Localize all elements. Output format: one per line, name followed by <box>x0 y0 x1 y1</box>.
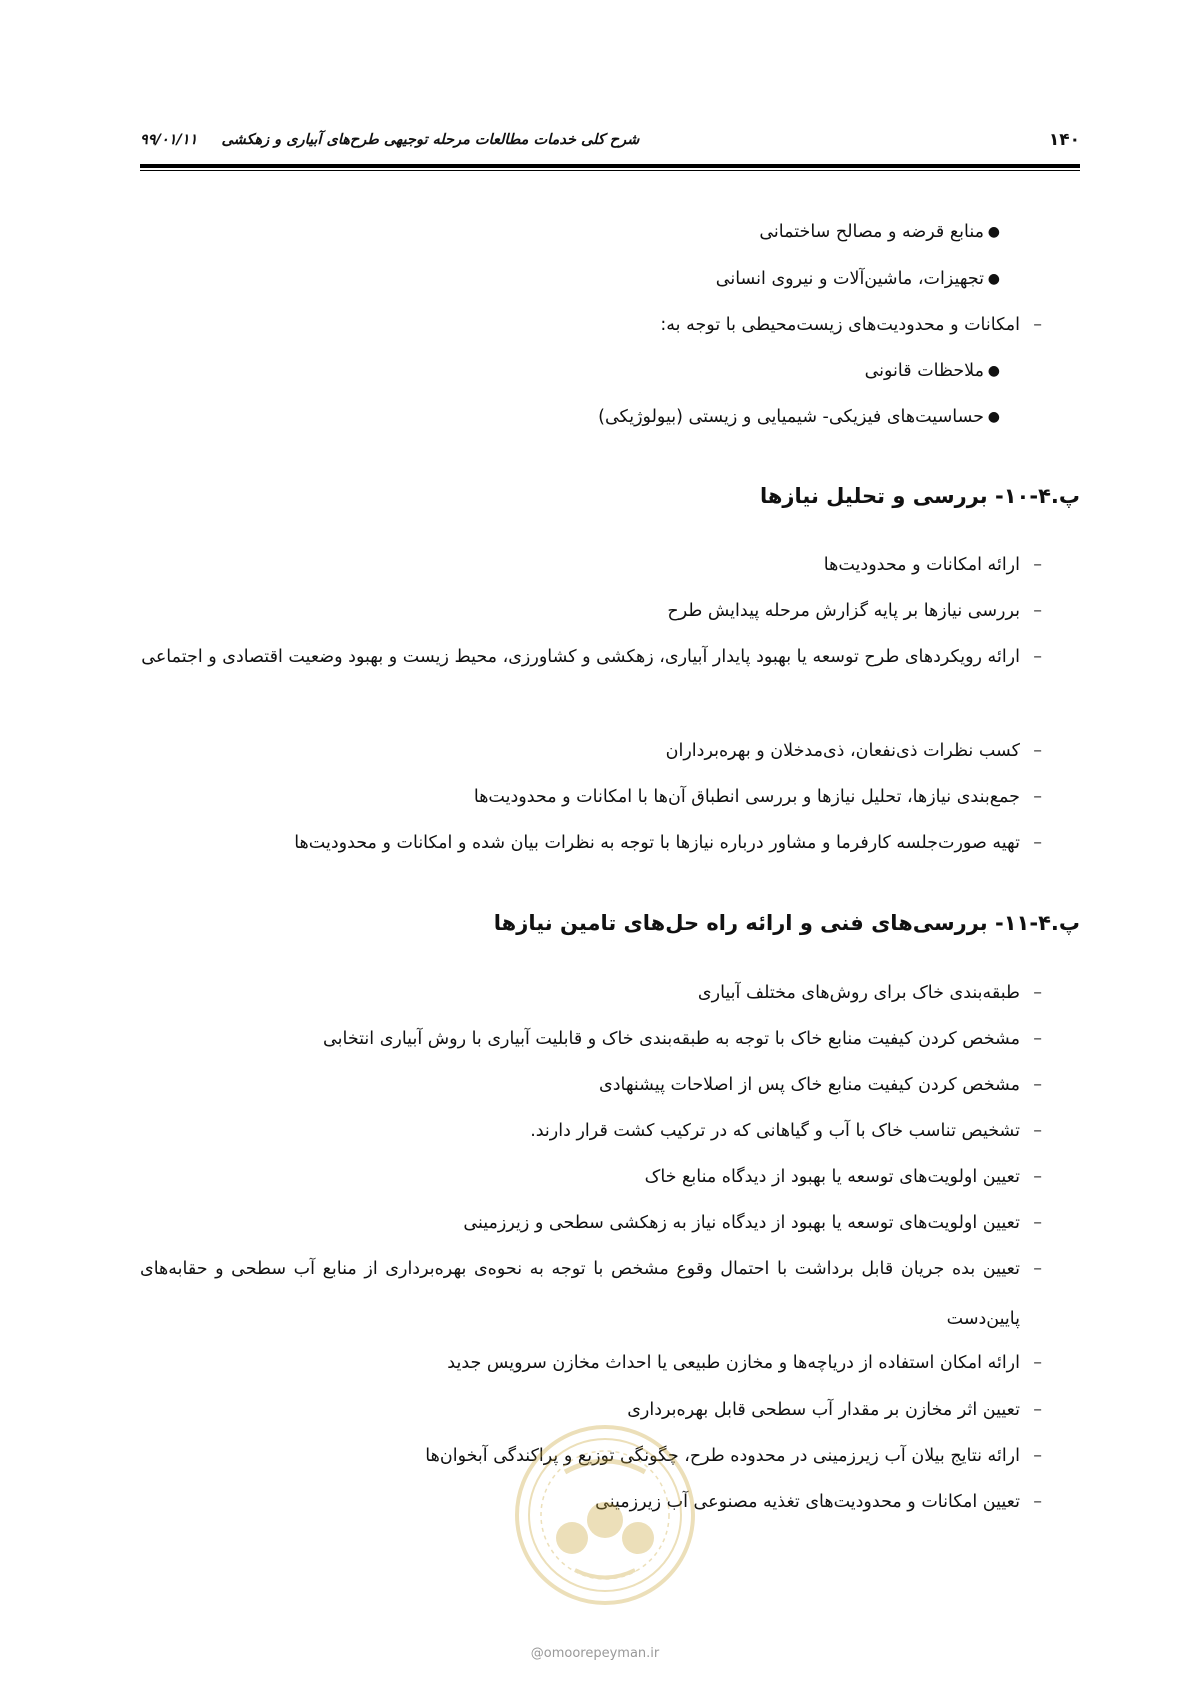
dash-icon: – <box>1033 787 1042 807</box>
dash-icon: – <box>1033 1400 1042 1420</box>
list-item-text: ارائه امکانات و محدودیت‌ها <box>823 555 1020 575</box>
list-item-text: مشخص کردن کیفیت منابع خاک پس از اصلاحات پیشنهادی <box>599 1075 1020 1095</box>
list-item <box>140 253 1080 305</box>
dash-icon: – <box>1033 1167 1042 1187</box>
dash-icon: – <box>1033 1075 1042 1095</box>
dash-icon: – <box>1033 1446 1042 1466</box>
list-item-text: ارائه امکان استفاده از دریاچه‌ها و مخازن طبیعی یا احداث مخازن سرویس جدید <box>447 1353 1020 1373</box>
list-item-text: جمع‌بندی نیازها، تحلیل نیازها و بررسی انطباق آن‌ها با امکانات و محدودیت‌ها <box>473 787 1020 807</box>
dash-icon: – <box>1033 1029 1042 1049</box>
list-item-text: تعیین بده جریان قابل برداشت با احتمال وقوع مشخص با توجه به نحوه‌ی بهره‌برداری از منابع آب سطحی و حقابه‌های پایین‌دست <box>140 1259 1020 1329</box>
list-item <box>140 771 1080 823</box>
list-item <box>140 206 1080 258</box>
list-item-text: تهیه صورت‌جلسه کارفرما و مشاور درباره نیازها با توجه به نظرات بیان شده و امکانات و محدودیت‌ها <box>294 833 1020 853</box>
list-item <box>140 299 1080 351</box>
list-item-text: تعیین اولویت‌های توسعه یا بهبود از دیدگاه نیاز به زهکشی سطحی و زیرزمینی <box>463 1213 1020 1233</box>
running-title <box>140 132 639 148</box>
section-heading: پ.۴-۱۰- بررسی و تحلیل نیازها <box>759 484 1080 508</box>
dash-icon: – <box>1033 833 1042 853</box>
page-header <box>140 126 1080 156</box>
list-item-text: تعیین اثر مخازن بر مقدار آب سطحی قابل بهره‌برداری <box>627 1400 1020 1420</box>
list-item <box>140 391 1080 443</box>
list-item-text: طبقه‌بندی خاک برای روش‌های مختلف آبیاری <box>697 983 1020 1003</box>
dash-icon: – <box>1033 555 1042 575</box>
dash-icon: – <box>1033 1492 1042 1512</box>
footer-watermark: @omoorepeyman.ir <box>530 1646 660 1661</box>
dash-icon: – <box>1033 741 1042 761</box>
list-item <box>140 967 1080 1019</box>
list-item-text: تجهیزات، ماشین‌آلات و نیروی انسانی <box>715 269 984 289</box>
list-item <box>140 632 1080 682</box>
bullet-icon: ● <box>987 409 1000 425</box>
list-item-text: بررسی نیازها بر پایه گزارش مرحله پیدایش طرح <box>667 601 1020 621</box>
header-date: ۹۹/۰۱/۱۱ <box>140 132 198 148</box>
header-title: شرح کلی خدمات مطالعات مرحله توجیهی طرح‌های آبیاری و زهکشی <box>221 132 640 148</box>
list-item <box>140 817 1080 869</box>
dash-icon: – <box>1033 1259 1042 1279</box>
dash-icon: – <box>1033 1121 1042 1141</box>
dash-icon: – <box>1033 315 1042 335</box>
list-item <box>140 585 1080 637</box>
dash-icon: – <box>1033 601 1042 621</box>
header-rule-thin <box>140 170 1080 171</box>
list-item-text: ارائه رویکردهای طرح توسعه یا بهبود پایدار آبیاری، زهکشی و کشاورزی، محیط زیست و بهبود وضعیت اقتصادی و اجتماعی <box>141 647 1020 667</box>
list-item-text: تعیین اولویت‌های توسعه یا بهبود از دیدگاه منابع خاک <box>644 1167 1020 1187</box>
list-item-text: امکانات و محدودیت‌های زیست‌محیطی با توجه به: <box>660 315 1020 335</box>
list-item-text: تشخیص تناسب خاک با آب و گیاهانی که در ترکیب کشت قرار دارند. <box>530 1121 1020 1141</box>
list-item <box>140 1059 1080 1111</box>
list-item-text: حساسیت‌های فیزیکی- شیمیایی و زیستی (بیولوژیکی) <box>598 407 984 427</box>
list-item-text: کسب نظرات ذی‌نفعان، ذی‌مدخلان و بهره‌برداران <box>665 741 1020 761</box>
dash-icon: – <box>1033 647 1042 667</box>
page-number: ۱۴۰ <box>1048 130 1080 150</box>
dash-icon: – <box>1033 1213 1042 1233</box>
list-item <box>140 539 1080 591</box>
list-item-text: منابع قرضه و مصالح ساختمانی <box>759 222 984 242</box>
list-item-text: مشخص کردن کیفیت منابع خاک با توجه به طبقه‌بندی خاک و قابلیت آبیاری با روش آبیاری انتخابی <box>323 1029 1020 1049</box>
header-rule-thick <box>140 164 1080 168</box>
list-item-text: ارائه نتایج بیلان آب زیرزمینی در محدوده طرح، چگونگی توزیع و پراکندگی آبخوان‌ها <box>425 1446 1020 1466</box>
bullet-icon: ● <box>987 363 1000 379</box>
dash-icon: – <box>1033 983 1042 1003</box>
list-item <box>140 1151 1080 1203</box>
list-item <box>140 1105 1080 1157</box>
list-item-text: ملاحظات قانونی <box>864 361 984 381</box>
bullet-icon: ● <box>987 271 1000 287</box>
list-item <box>140 345 1080 397</box>
list-item <box>140 1244 1080 1344</box>
dash-icon: – <box>1033 1353 1042 1373</box>
list-item-text: تعیین امکانات و محدودیت‌های تغذیه مصنوعی آب زیرزمینی <box>595 1492 1020 1512</box>
bullet-icon: ● <box>987 224 1000 240</box>
list-item <box>140 1197 1080 1249</box>
list-item <box>140 1013 1080 1065</box>
list-item <box>140 1337 1080 1389</box>
watermark-seal-icon <box>510 1420 700 1610</box>
section-heading: پ.۴-۱۱- بررسی‌های فنی و ارائه راه حل‌های تامین نیازها <box>493 911 1080 935</box>
list-item <box>140 725 1080 777</box>
